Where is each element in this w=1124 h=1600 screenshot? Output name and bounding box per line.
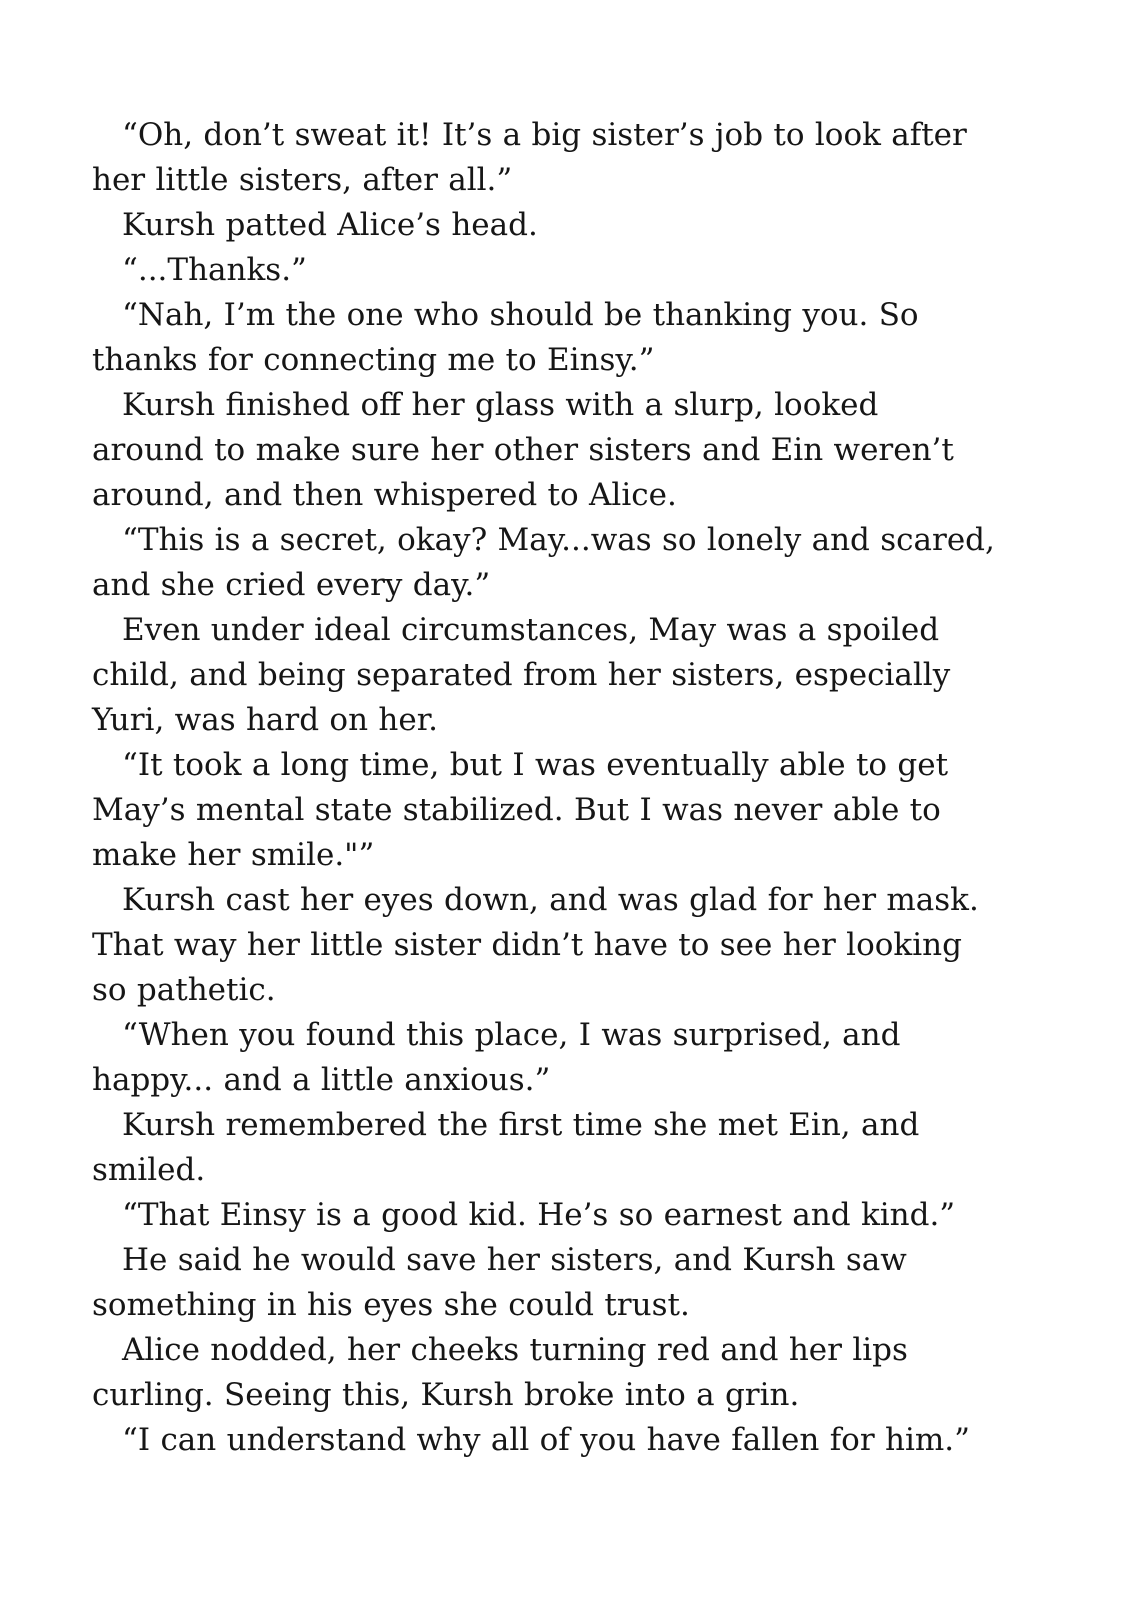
paragraph: Alice nodded, her cheeks turning red and her lips curling. Seeing this, Kursh broke into a grin. xyxy=(92,1332,908,1413)
page-text xyxy=(92,113,997,1463)
paragraph: Kursh remembered the first time she met Ein, and smiled. xyxy=(92,1107,920,1188)
paragraph: Even under ideal circumstances, May was a spoiled child, and being separated from her sisters, especially Yuri, was hard on her. xyxy=(92,612,951,738)
paragraph: “It took a long time, but I was eventually able to get May’s mental state stabilized. But I was never able to make her smile."” xyxy=(92,747,949,873)
paragraph: “Oh, don’t sweat it! It’s a big sister’s job to look after her little sisters, after all.” xyxy=(92,117,967,198)
paragraph: “That Einsy is a good kid. He’s so earnest and kind.” xyxy=(122,1197,956,1233)
paragraph: “Nah, I’m the one who should be thanking you. So thanks for connecting me to Einsy.” xyxy=(92,297,919,378)
paragraph: “When you found this place, I was surprised, and happy... and a little anxious.” xyxy=(92,1017,901,1098)
paragraph: Kursh finished off her glass with a slurp, looked around to make sure her other sisters and Ein weren’t around, and then whispered to Alice. xyxy=(92,387,954,513)
paragraph: “I can understand why all of you have fallen for him.” xyxy=(122,1422,970,1458)
paragraph: “This is a secret, okay? May...was so lonely and scared, and she cried every day.” xyxy=(92,522,995,603)
paragraph: He said he would save her sisters, and Kursh saw something in his eyes she could trust. xyxy=(92,1242,907,1323)
paragraph: Kursh cast her eyes down, and was glad for her mask. That way her little sister didn’t have to see her looking so pathetic. xyxy=(92,882,979,1008)
paragraph: Kursh patted Alice’s head. xyxy=(122,207,538,243)
paragraph: “...Thanks.” xyxy=(122,252,307,288)
